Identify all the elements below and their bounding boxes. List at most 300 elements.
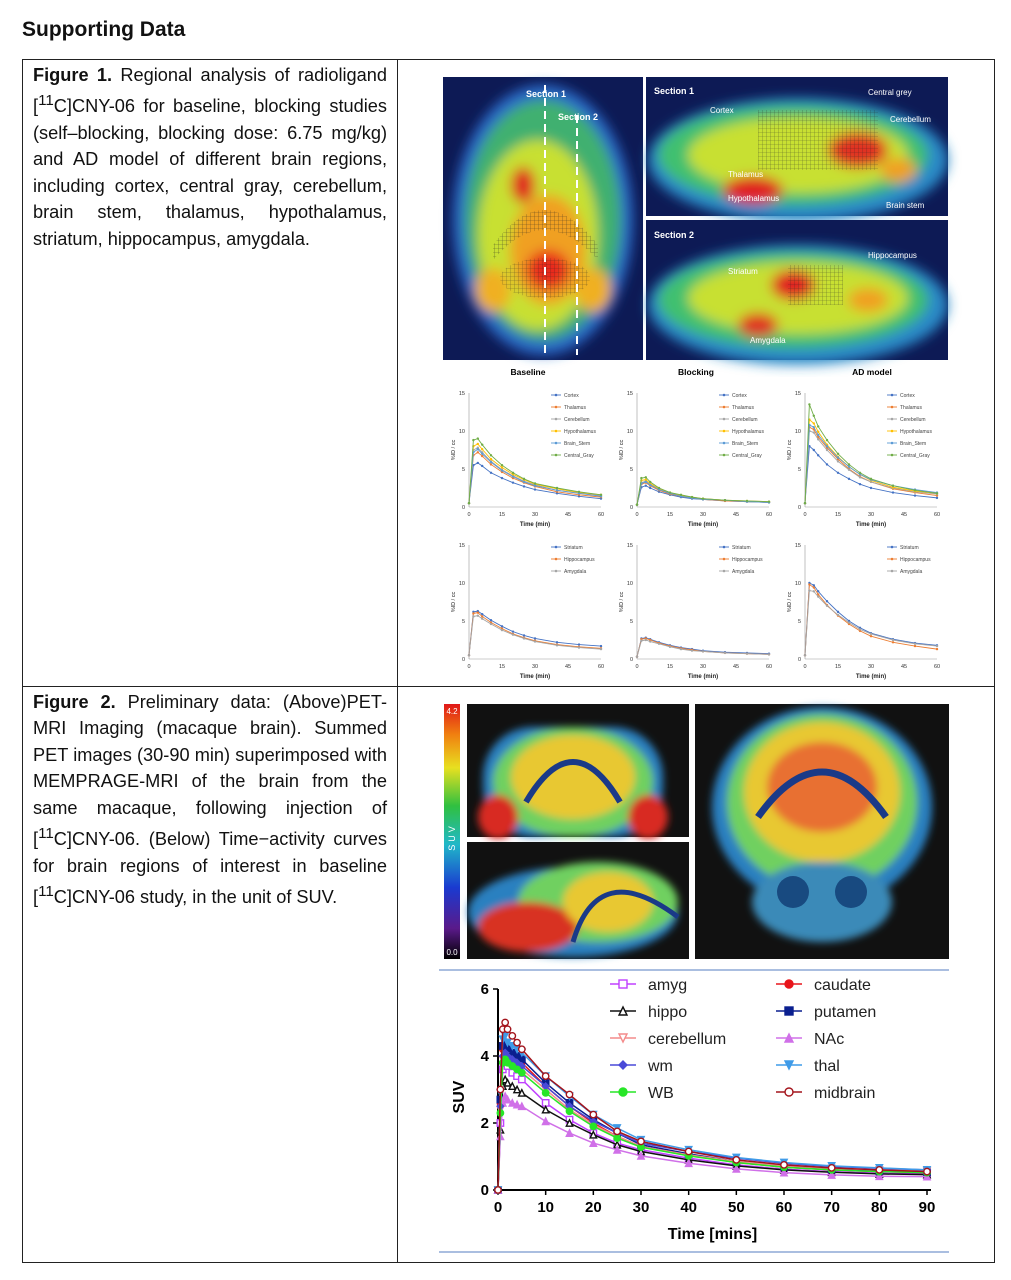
data-point: [936, 645, 938, 647]
legend-label: wm: [648, 1058, 673, 1075]
x-axis-label: Time (min): [855, 522, 887, 528]
data-point: [636, 656, 638, 658]
data-point: [512, 630, 514, 632]
data-point: [808, 403, 810, 405]
legend-label: midbrain: [814, 1085, 876, 1102]
series-line-Amygdala: [469, 616, 601, 656]
data-point: [914, 489, 916, 491]
x-tick-label: 80: [870, 1199, 888, 1216]
x-tick-label: 0: [467, 512, 471, 518]
data-point: [702, 650, 704, 652]
data-point: [828, 1165, 834, 1171]
data-point: [870, 635, 872, 637]
legend-marker: [555, 546, 558, 549]
y-tick-label: 5: [629, 467, 633, 473]
legend-label: Striatum: [900, 545, 919, 551]
legend-marker: [891, 418, 894, 421]
y-tick-label: 15: [458, 391, 465, 397]
figure1-superscript: 11: [38, 92, 54, 110]
x-tick-label: 60: [933, 512, 941, 518]
data-point: [481, 453, 483, 455]
data-point: [859, 472, 861, 474]
small-tac-charts: [451, 391, 940, 680]
legend-marker: [891, 454, 894, 457]
legend-label: Striatum: [564, 545, 583, 551]
data-point: [781, 1162, 787, 1168]
data-point: [870, 633, 872, 635]
data-point: [876, 1167, 882, 1173]
x-tick-label: 45: [900, 512, 908, 518]
legend-label: Thalamus: [732, 405, 754, 411]
data-point: [566, 1091, 572, 1097]
data-point: [481, 613, 483, 615]
data-point: [468, 654, 470, 656]
data-point: [512, 475, 514, 477]
data-point: [837, 456, 839, 458]
data-point: [578, 643, 580, 645]
data-point: [490, 472, 492, 474]
x-tick-label: 0: [467, 664, 471, 670]
data-point: [826, 600, 828, 602]
series-line-Striatum: [469, 611, 601, 655]
small-chart-5: [787, 543, 940, 680]
data-point: [936, 497, 938, 499]
axial-pet-mri: [695, 704, 949, 959]
x-tick-label: 60: [933, 664, 941, 670]
x-tick-label: 50: [727, 1199, 745, 1216]
legend-label: WB: [648, 1085, 674, 1102]
x-tick-label: 15: [666, 664, 674, 670]
legend-label: Cerebellum: [900, 417, 926, 423]
colorbar-min: 0.0: [446, 948, 458, 957]
data-point: [468, 502, 470, 504]
data-point: [566, 1108, 572, 1114]
series-line: [498, 1096, 927, 1190]
figure1-caption-b: C]CNY-06 for baseline, blocking studies (self–blocking, blocking dose: 6.75 mg/kg) and AD model of different brain regions, including cortex, central gray, cerebellum, brain stem, thalamus, hypothalamus, striatum, hippocampus, amygdala.: [33, 96, 387, 249]
data-point: [501, 466, 503, 468]
legend-marker: [723, 546, 726, 549]
label-cortex: Cortex: [710, 106, 734, 115]
data-point: [501, 477, 503, 479]
series-line-Amygdala: [805, 591, 937, 656]
data-point: [892, 639, 894, 641]
y-tick-label: 15: [458, 543, 465, 549]
data-point: [534, 488, 536, 490]
data-point: [638, 1138, 644, 1144]
data-point: [914, 494, 916, 496]
series-line: [498, 1059, 927, 1190]
figure2-caption-cell: [23, 687, 398, 1263]
data-point: [680, 648, 682, 650]
legend-marker: [723, 442, 726, 445]
x-tick-label: 15: [498, 664, 506, 670]
data-point: [785, 980, 793, 988]
data-point: [826, 439, 828, 441]
data-point: [501, 629, 503, 631]
x-axis-label: Time (min): [687, 674, 719, 680]
y-tick-label: 10: [626, 429, 633, 435]
data-point: [691, 496, 693, 498]
figure1-caption-cell: [23, 60, 398, 687]
x-tick-label: 90: [918, 1199, 936, 1216]
legend-marker: [555, 558, 558, 561]
data-point: [523, 637, 525, 639]
section2-pet-image: [646, 220, 948, 365]
page-heading: Supporting Data: [22, 18, 186, 41]
legend-label: Hypothalamus: [732, 429, 764, 435]
data-point: [542, 1090, 548, 1096]
data-point: [619, 1061, 627, 1069]
data-point: [523, 478, 525, 480]
x-tick-label: 0: [803, 512, 807, 518]
x-tick-label: 45: [732, 664, 740, 670]
x-tick-label: 30: [699, 512, 707, 518]
data-point: [534, 637, 536, 639]
y-tick-label: 5: [629, 619, 633, 625]
y-tick-label: 15: [794, 543, 801, 549]
data-point: [892, 491, 894, 493]
data-point: [837, 611, 839, 613]
legend-marker: [891, 546, 894, 549]
legend-marker: [723, 430, 726, 433]
x-axis-label: Time (min): [519, 522, 551, 528]
data-point: [481, 618, 483, 620]
x-tick-label: 30: [699, 664, 707, 670]
small-chart-2: [787, 391, 940, 528]
data-point: [534, 640, 536, 642]
data-point: [859, 476, 861, 478]
x-axis-label: Time (min): [855, 674, 887, 680]
data-point: [870, 487, 872, 489]
data-point: [556, 487, 558, 489]
data-point: [848, 478, 850, 480]
legend-label: amyg: [648, 977, 688, 994]
legend-marker: [555, 442, 558, 445]
figure1-caption-a: Regional analysis of radioligand [: [33, 65, 387, 117]
label-hypothalamus: Hypothalamus: [728, 194, 780, 203]
x-tick-label: 0: [493, 1199, 503, 1216]
axial-pet-image: [443, 77, 643, 360]
sagittal-pet-mri: [467, 842, 689, 959]
legend-marker: [555, 418, 558, 421]
data-point: [813, 584, 815, 586]
x-tick-label: 70: [823, 1199, 841, 1216]
legend-label: Thalamus: [564, 405, 586, 411]
data-point: [578, 646, 580, 648]
data-point: [804, 502, 806, 504]
x-tick-label: 60: [597, 664, 605, 670]
data-point: [495, 1187, 501, 1193]
legend-label: Amygdala: [732, 569, 755, 575]
x-tick-label: 60: [765, 664, 773, 670]
data-point: [490, 619, 492, 621]
label-brain-stem: Brain stem: [886, 201, 925, 210]
data-point: [501, 625, 503, 627]
data-point: [826, 449, 828, 451]
data-point: [523, 485, 525, 487]
figure2-image-cell: [398, 687, 995, 1263]
data-point: [556, 641, 558, 643]
data-point: [808, 583, 810, 585]
data-point: [691, 649, 693, 651]
data-point: [477, 443, 479, 445]
data-point: [490, 463, 492, 465]
data-point: [658, 487, 660, 489]
data-point: [600, 648, 602, 650]
label-central-grey: Central grey: [868, 88, 912, 97]
data-point: [733, 1157, 739, 1163]
axial-section1-label: Section 1: [526, 89, 567, 99]
legend-marker: [555, 430, 558, 433]
data-point: [519, 1070, 525, 1076]
y-axis-label: %ID / cc: [451, 439, 457, 461]
data-point: [512, 472, 514, 474]
data-point: [914, 645, 916, 647]
data-point: [837, 460, 839, 462]
series-line: [498, 1036, 927, 1190]
data-point: [590, 1111, 596, 1117]
y-tick-label: 15: [626, 543, 633, 549]
data-point: [519, 1076, 525, 1082]
legend-marker: [555, 394, 558, 397]
data-point: [556, 489, 558, 491]
data-point: [578, 491, 580, 493]
y-tick-label: 0: [629, 657, 633, 663]
x-tick-label: 60: [597, 512, 605, 518]
small-chart-4: [619, 543, 772, 680]
legend-label: Central_Gray: [564, 453, 594, 459]
data-point: [848, 466, 850, 468]
data-point: [542, 1073, 548, 1079]
data-point: [600, 494, 602, 496]
colorbar-label: SUV: [447, 823, 457, 851]
figure2-superscript-1: 11: [38, 825, 54, 843]
data-point: [746, 652, 748, 654]
data-point: [590, 1140, 596, 1146]
y-tick-label: 5: [797, 467, 801, 473]
data-point: [477, 611, 479, 613]
data-point: [645, 476, 647, 478]
data-point: [472, 612, 474, 614]
legend-label: Hypothalamus: [900, 429, 932, 435]
x-tick-label: 30: [531, 512, 539, 518]
legend-label: Hypothalamus: [564, 429, 596, 435]
legend-label: Thalamus: [900, 405, 922, 411]
legend-label: Hippocampus: [564, 557, 595, 563]
y-tick-label: 0: [461, 657, 465, 663]
y-tick-label: 5: [461, 467, 465, 473]
data-point: [859, 483, 861, 485]
y-tick-label: 0: [629, 505, 633, 511]
data-point: [649, 484, 651, 486]
data-point: [768, 653, 770, 655]
data-point: [645, 485, 647, 487]
data-point: [669, 491, 671, 493]
data-point: [892, 641, 894, 643]
legend-label: Cerebellum: [732, 417, 758, 423]
figure1-graphic: [398, 60, 994, 686]
y-axis-label: SUV: [451, 1080, 468, 1114]
data-point: [645, 639, 647, 641]
colorbar-max: 4.2: [446, 707, 458, 716]
figure1-image-cell: [398, 60, 995, 687]
legend-label: Cerebellum: [564, 417, 590, 423]
data-point: [523, 481, 525, 483]
figure2-caption-a: Preliminary data: (Above)PET-MRI Imaging (macaque brain). Summed PET images (30-90 min) superimposed with MEMPRAGE-MRI of the brain from the same macaque, following injection of [: [33, 692, 387, 850]
data-point: [813, 449, 815, 451]
data-point: [724, 652, 726, 654]
x-tick-label: 0: [635, 664, 639, 670]
data-point: [936, 492, 938, 494]
small-chart-0: [451, 391, 604, 528]
label-cerebellum: Cerebellum: [890, 115, 931, 124]
data-point: [914, 643, 916, 645]
data-point: [490, 461, 492, 463]
y-tick-label: 5: [461, 619, 465, 625]
data-point: [837, 472, 839, 474]
data-point: [636, 504, 638, 506]
legend-label: Hippocampus: [900, 557, 931, 563]
legend-marker: [555, 570, 558, 573]
data-point: [590, 1123, 596, 1129]
figure1-caption: [23, 60, 397, 252]
data-point: [826, 463, 828, 465]
series-line-Hippocampus: [805, 585, 937, 656]
data-point: [640, 477, 642, 479]
figure2-row: [23, 687, 995, 1263]
legend-marker: [891, 558, 894, 561]
x-tick-label: 60: [775, 1199, 793, 1216]
legend-marker: [891, 570, 894, 573]
section1-title: Section 1: [654, 86, 695, 96]
data-point: [490, 623, 492, 625]
data-point: [477, 614, 479, 616]
legend-label: Brain_Stem: [564, 441, 591, 447]
x-tick-label: 30: [867, 664, 875, 670]
data-point: [481, 615, 483, 617]
legend-label: Cortex: [732, 393, 747, 399]
data-point: [813, 590, 815, 592]
legend-marker: [891, 442, 894, 445]
section2-title: Section 2: [654, 230, 695, 240]
x-tick-label: 15: [666, 512, 674, 518]
legend-marker: [555, 454, 558, 457]
x-tick-label: 30: [632, 1199, 650, 1216]
figure1-label: Figure 1.: [33, 65, 113, 85]
y-tick-label: 6: [480, 981, 489, 998]
data-point: [817, 425, 819, 427]
y-tick-label: 4: [480, 1048, 489, 1065]
data-point: [924, 1168, 930, 1174]
x-tick-label: 15: [834, 512, 842, 518]
legend-label: Brain_Stem: [732, 441, 759, 447]
data-point: [640, 640, 642, 642]
data-point: [481, 443, 483, 445]
data-point: [702, 497, 704, 499]
y-axis-label: %ID / cc: [787, 591, 793, 613]
data-point: [859, 628, 861, 630]
data-point: [768, 500, 770, 502]
legend-label: Brain_Stem: [900, 441, 927, 447]
figure2-caption: [23, 687, 397, 910]
x-axis-label: Time (min): [519, 674, 551, 680]
data-point: [512, 481, 514, 483]
y-tick-label: 0: [797, 505, 801, 511]
y-tick-label: 10: [458, 429, 465, 435]
data-point: [936, 648, 938, 650]
data-point: [614, 1135, 620, 1141]
figure2-label: Figure 2.: [33, 692, 116, 712]
data-point: [649, 481, 651, 483]
legend-label: Amygdala: [564, 569, 587, 575]
figure-table: [22, 59, 995, 1263]
y-axis-label: %ID / cc: [619, 591, 625, 613]
data-point: [685, 1148, 691, 1154]
figure2-caption-b: C]CNY-06. (Below) Time−activity curves for brain regions of interest in baseline [: [33, 829, 387, 907]
legend-marker: [555, 406, 558, 409]
x-tick-label: 40: [680, 1199, 698, 1216]
legend-marker: [723, 570, 726, 573]
data-point: [848, 621, 850, 623]
data-point: [619, 980, 627, 988]
data-point: [837, 453, 839, 455]
data-point: [519, 1046, 525, 1052]
y-tick-label: 0: [797, 657, 801, 663]
legend-marker: [723, 394, 726, 397]
data-point: [477, 437, 479, 439]
data-point: [523, 634, 525, 636]
x-tick-label: 30: [531, 664, 539, 670]
data-point: [614, 1128, 620, 1134]
data-point: [680, 494, 682, 496]
data-point: [724, 499, 726, 501]
x-tick-label: 15: [834, 664, 842, 670]
figure2-graphic: [398, 687, 994, 1262]
data-point: [472, 439, 474, 441]
data-point: [804, 654, 806, 656]
data-point: [813, 586, 815, 588]
legend-label: Central_Gray: [900, 453, 930, 459]
column-title-blocking: Blocking: [678, 367, 714, 377]
y-tick-label: 0: [461, 505, 465, 511]
x-tick-label: 30: [867, 512, 875, 518]
data-point: [556, 644, 558, 646]
data-point: [837, 614, 839, 616]
label-amygdala: Amygdala: [750, 336, 786, 345]
legend-label: Cortex: [564, 393, 579, 399]
suv-chart: [451, 977, 935, 1243]
data-point: [502, 1019, 508, 1025]
data-point: [817, 590, 819, 592]
y-tick-label: 15: [794, 391, 801, 397]
y-tick-label: 2: [480, 1115, 489, 1132]
data-point: [534, 482, 536, 484]
legend-marker: [891, 406, 894, 409]
data-point: [817, 438, 819, 440]
coronal-pet-mri: [467, 704, 689, 839]
data-point: [514, 1039, 520, 1045]
legend-label: Central_Gray: [732, 453, 762, 459]
legend-marker: [891, 430, 894, 433]
x-tick-label: 10: [537, 1199, 555, 1216]
figure1-row: [23, 60, 995, 687]
legend-label: Cortex: [900, 393, 915, 399]
x-tick-label: 45: [732, 512, 740, 518]
data-point: [566, 1130, 572, 1136]
data-point: [848, 469, 850, 471]
data-point: [813, 415, 815, 417]
data-point: [813, 426, 815, 428]
